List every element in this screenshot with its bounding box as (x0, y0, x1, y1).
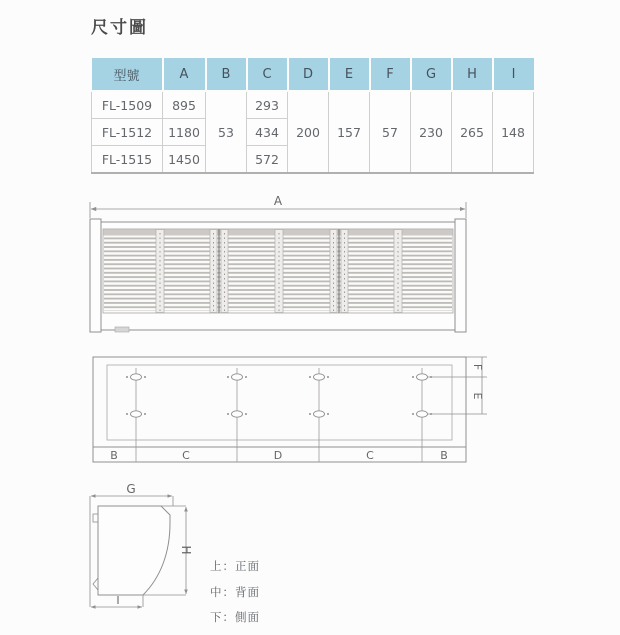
legend-line-side: 下：側面 (210, 610, 260, 624)
right-end-cap (455, 219, 466, 332)
side-profile (98, 506, 170, 595)
value-cell-h-merged: 265 (452, 91, 493, 173)
dim-label-c-right: C (366, 449, 374, 462)
value-cell-a: 1180 (163, 119, 206, 146)
header-i: I (493, 58, 534, 91)
dim-label-i: I (116, 594, 120, 607)
side-view-drawing (80, 483, 205, 613)
value-cell-i-merged: 148 (493, 91, 534, 173)
model-cell: FL-1515 (92, 146, 163, 174)
dim-label-f: F (471, 363, 484, 371)
legend-line-front: 上：正面 (210, 559, 260, 573)
page-title: 尺寸圖 (91, 18, 148, 38)
mounting-hook-bottom (93, 578, 98, 590)
front-view-drawing (80, 195, 500, 340)
dim-label-a: A (273, 194, 283, 208)
mounting-hook-top (93, 514, 98, 522)
model-cell: FL-1512 (92, 119, 163, 146)
dim-label-b-right: B (440, 449, 448, 462)
legend-line-back: 中：背面 (210, 584, 260, 599)
mounting-column-lines (136, 368, 422, 462)
header-e: E (329, 58, 370, 91)
value-cell-b-merged: 53 (206, 91, 247, 173)
dim-label-h: H (179, 545, 193, 555)
value-cell-g-merged: 230 (411, 91, 452, 173)
dim-label-b-left: B (110, 449, 118, 462)
keyhole-side-dots (126, 376, 432, 415)
value-cell-c: 572 (247, 146, 288, 174)
keyhole-slots (131, 374, 428, 417)
header-a: A (163, 58, 206, 91)
model-cell: FL-1509 (92, 91, 163, 119)
dim-label-d: D (273, 449, 283, 462)
dim-label-c-left: C (182, 449, 190, 462)
dimension-table (91, 58, 534, 174)
value-cell-a: 1450 (163, 146, 206, 174)
bottom-plate-mark (115, 327, 129, 332)
value-cell-f-merged: 57 (370, 91, 411, 173)
header-c: C (247, 58, 288, 91)
header-b: B (206, 58, 247, 91)
dim-label-e: E (471, 392, 484, 400)
table-header-row (92, 58, 534, 91)
value-cell-a: 895 (163, 91, 206, 119)
left-end-cap (90, 219, 101, 332)
back-view-drawing (85, 350, 495, 468)
value-cell-c: 293 (247, 91, 288, 119)
dim-label-g: G (126, 482, 136, 496)
table-row (92, 91, 534, 119)
value-cell-e-merged: 157 (329, 91, 370, 173)
air-outlet-grille (103, 229, 453, 313)
header-f: F (370, 58, 411, 91)
header-h: H (452, 58, 493, 91)
view-legend (210, 558, 260, 635)
header-g: G (411, 58, 452, 91)
header-model: 型號 (92, 58, 163, 91)
header-d: D (288, 58, 329, 91)
value-cell-c: 434 (247, 119, 288, 146)
value-cell-d-merged: 200 (288, 91, 329, 173)
